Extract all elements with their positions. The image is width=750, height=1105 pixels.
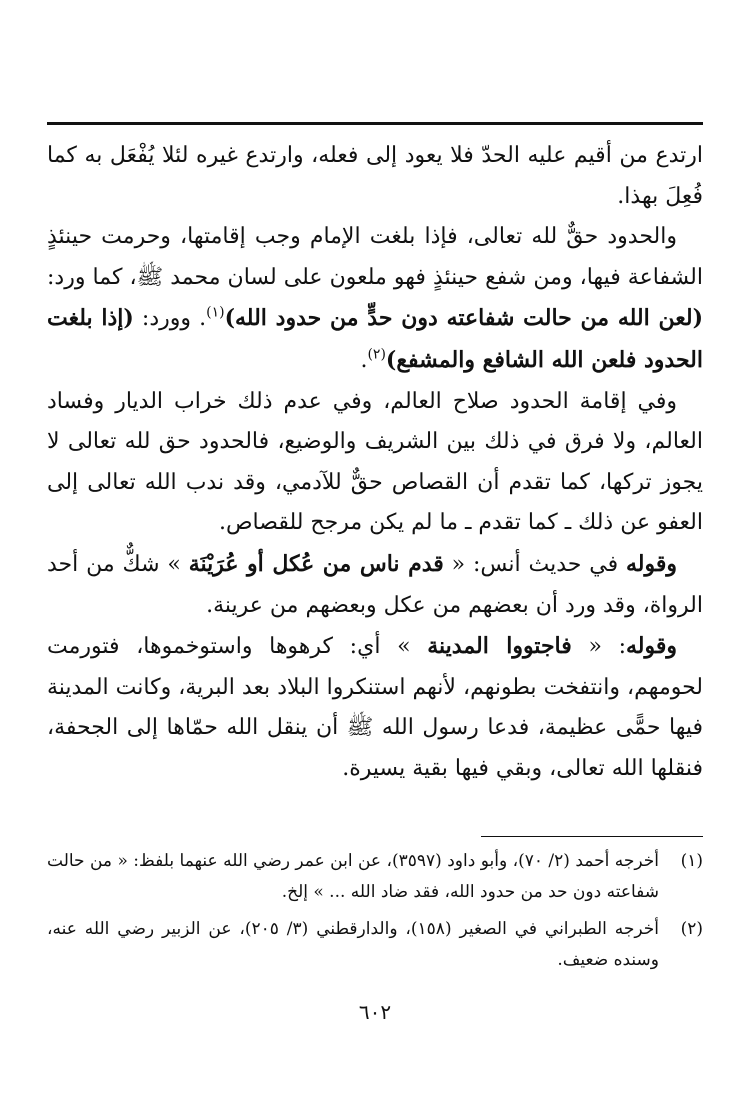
footnote-number: (١) [680,851,703,871]
paragraph [47,382,703,544]
footnote-reference: (١) [206,305,225,322]
text-segment: » شكٌّ من أحد الرواة، وقد ورد أن بعضهم من عكل وبعضهم من عرينة. [47,551,703,618]
paragraph [47,626,703,789]
text-segment: . [360,347,368,373]
footnote-separator [481,836,703,837]
footnote-2 [47,914,703,976]
body-text [47,136,703,790]
emphasized-text: (إذا بلغت الحدود فلعن الله الشافع والمشفع) [47,305,703,373]
paragraph [47,217,703,381]
footnote-text: أخرجه أحمد (٢/ ٧٠)، وأبو داود (٣٥٩٧)، عن ابن عمر رضي الله عنهما بلفظ: « من حالت شفاعته دون حد من حدود الله، فقد ضاد الله ... » إلخ. [47,851,659,902]
text-segment: » أي: كرهوها واستوخموها، فتورمت لحومهم، وانتفخت بطونهم، لأنهم استنكروا البلاد بعد البرية، وكانت المدينة فيها حمًّى عظيمة، فدعا رسول الله ﷺ أن ينقل الله حمّاها إلى الجحفة، فنقلها الله تعالى، وبقي فيها بقية يسيرة. [47,634,703,781]
text-segment: والحدود حقٌّ لله تعالى، فإذا بلغت الإمام وجب إقامتها، وحرمت حينئذٍ الشفاعة فيها، ومن شفع حينئذٍ فهو ملعون على لسان محمد ﷺ، كما ورد: [47,224,703,290]
emphasized-text: (لعن الله من حالت شفاعته دون حدٍّ من حدود الله) [224,305,703,332]
footnote-number: (٢) [680,919,703,939]
footnote-reference: (٢) [367,346,386,363]
emphasized-text: وقوله [626,633,678,660]
paragraph [47,136,703,217]
footnotes [47,846,703,982]
emphasized-text: فاجتووا المدينة [427,633,572,660]
header-rule [47,122,703,125]
footnote-1 [47,846,703,908]
text-segment: في حديث أنس: « [443,551,626,577]
text-segment: ارتدع من أقيم عليه الحدّ فلا يعود إلى فعله، وارتدع غيره لئلا يُفْعَل به كما فُعِلَ بهذا. [47,143,703,209]
page-number: ٦٠٢ [358,1000,392,1024]
emphasized-text: قدم ناس من عُكل أو عُرَيْنَة [188,550,444,577]
emphasized-text: وقوله [625,550,677,577]
text-segment: : « [571,634,626,660]
footnote-text: أخرجه الطبراني في الصغير (١٥٨)، والدارقطني (٣/ ٢٠٥)، عن الزبير رضي الله عنه، وسنده ضعيف. [47,919,659,970]
text-segment: . وورد: [133,306,207,332]
paragraph [47,544,703,626]
text-segment: وفي إقامة الحدود صلاح العالم، وفي عدم ذلك خراب الديار وفساد العالم، ولا فرق في ذلك بين الشريف والوضيع، فالحدود حق لله تعالى لا يجوز تركها، كما تقدم أن القصاص حقٌّ للآدمي، وقد ندب الله تعالى إلى العفو عن ذلك ـ كما تقدم ـ ما لم يكن مرجح للقصاص. [47,388,703,536]
